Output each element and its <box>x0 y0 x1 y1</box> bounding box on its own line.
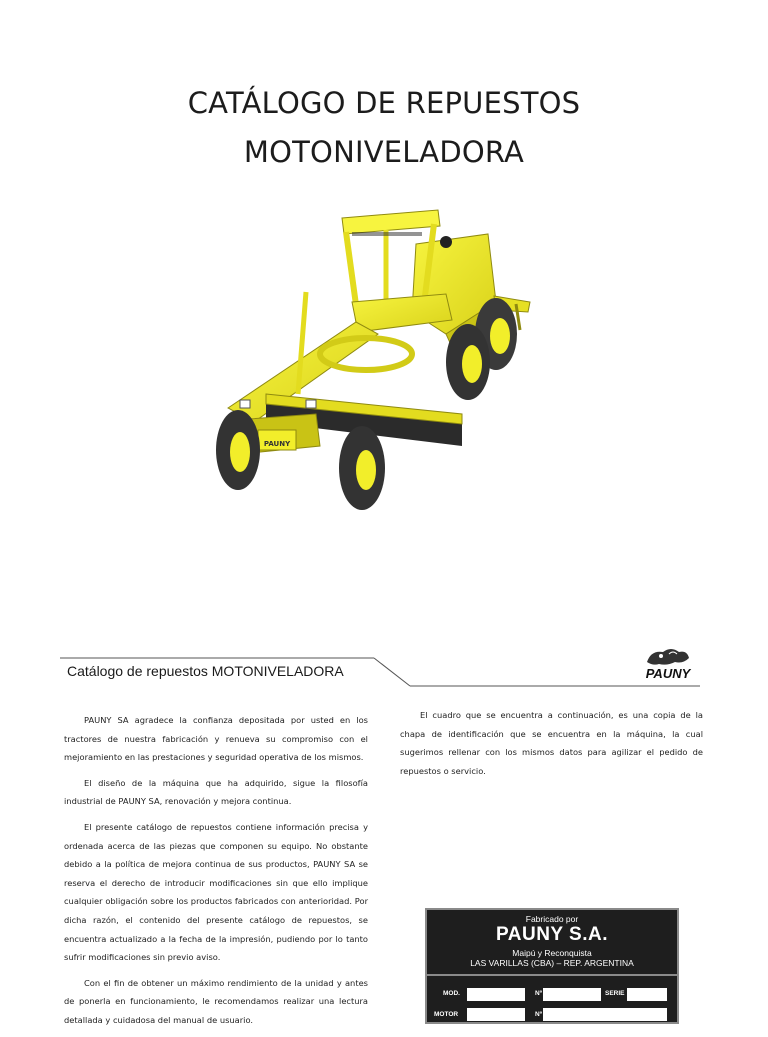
section-header-title: Catálogo de repuestos MOTONIVELADORA <box>67 663 344 679</box>
plate-label-motor-number: Nº <box>535 1011 543 1018</box>
paragraph: PAUNY SA agradece la confianza depositada por usted en los tractores de nuestra fabricación y renueva su compromiso con el mejoramiento en las prestaciones y seguridad operativa de los mismos. <box>64 715 368 763</box>
motor-grader-illustration <box>116 184 602 524</box>
plate-manufactured-by: Fabricado por <box>525 914 579 924</box>
plate-field-motor[interactable] <box>467 1008 525 1021</box>
plate-field-number[interactable] <box>543 988 601 1001</box>
plate-company-name: PAUNY S.A. <box>496 924 608 945</box>
machine-logo-text: PAUNY <box>263 440 291 448</box>
paragraph: El presente catálogo de repuestos contiene información precisa y ordenada acerca de las piezas que componen su equipo. No obstante debido a la política de mejora continua de sus productos, PAUNY SA se reserva el derecho de introducir modificaciones sin que ello implique cualquier obligación sobre los productos fabricados con anterioridad. Por dicha razón, el contenido del presente catálogo de repuestos, se encuentra actualizado a la fecha de la impresión, pudiendo por lo tanto sufrir modificaciones sin previo aviso. <box>64 821 368 963</box>
paragraph: El diseño de la máquina que ha adquirido, sigue la filosofía industrial de PAUNY SA, renovación y mejora continua. <box>64 777 368 807</box>
plate-label-number: Nº <box>535 990 543 997</box>
plate-divider <box>427 974 677 976</box>
pauny-logo <box>633 644 703 682</box>
logo-wordmark: PAUNY <box>645 666 691 681</box>
identification-plate <box>425 908 679 1024</box>
plate-field-motor-number[interactable] <box>543 1008 667 1021</box>
paragraph: Con el fin de obtener un máximo rendimiento de la unidad y antes de ponerla en funcionamiento, le recomendamos realizar una lectura detallada y cuidadosa del manual de usuario. <box>64 977 368 1025</box>
intro-text-left <box>64 711 368 1037</box>
cover-title-line1: CATÁLOGO DE REPUESTOS <box>187 86 581 120</box>
plate-address-line2: LAS VARILLAS (CBA) – REP. ARGENTINA <box>470 958 634 968</box>
plate-address-line1: Maipú y Reconquista <box>512 948 592 958</box>
cover-title-line2: MOTONIVELADORA <box>243 135 525 169</box>
paragraph: El cuadro que se encuentra a continuación, es una copia de la chapa de identificación que se encuentra en la máquina, la cual sugerimos rellenar con los mismos datos para agilizar el pedido de repuestos o servicio. <box>400 710 703 776</box>
intro-text-right <box>400 706 703 787</box>
plate-label-serie: SERIE <box>605 990 625 997</box>
plate-label-motor: MOTOR <box>434 1011 459 1018</box>
plate-field-mod[interactable] <box>467 988 525 1001</box>
plate-field-serie[interactable] <box>627 988 667 1001</box>
plate-label-mod: MOD. <box>443 990 460 997</box>
